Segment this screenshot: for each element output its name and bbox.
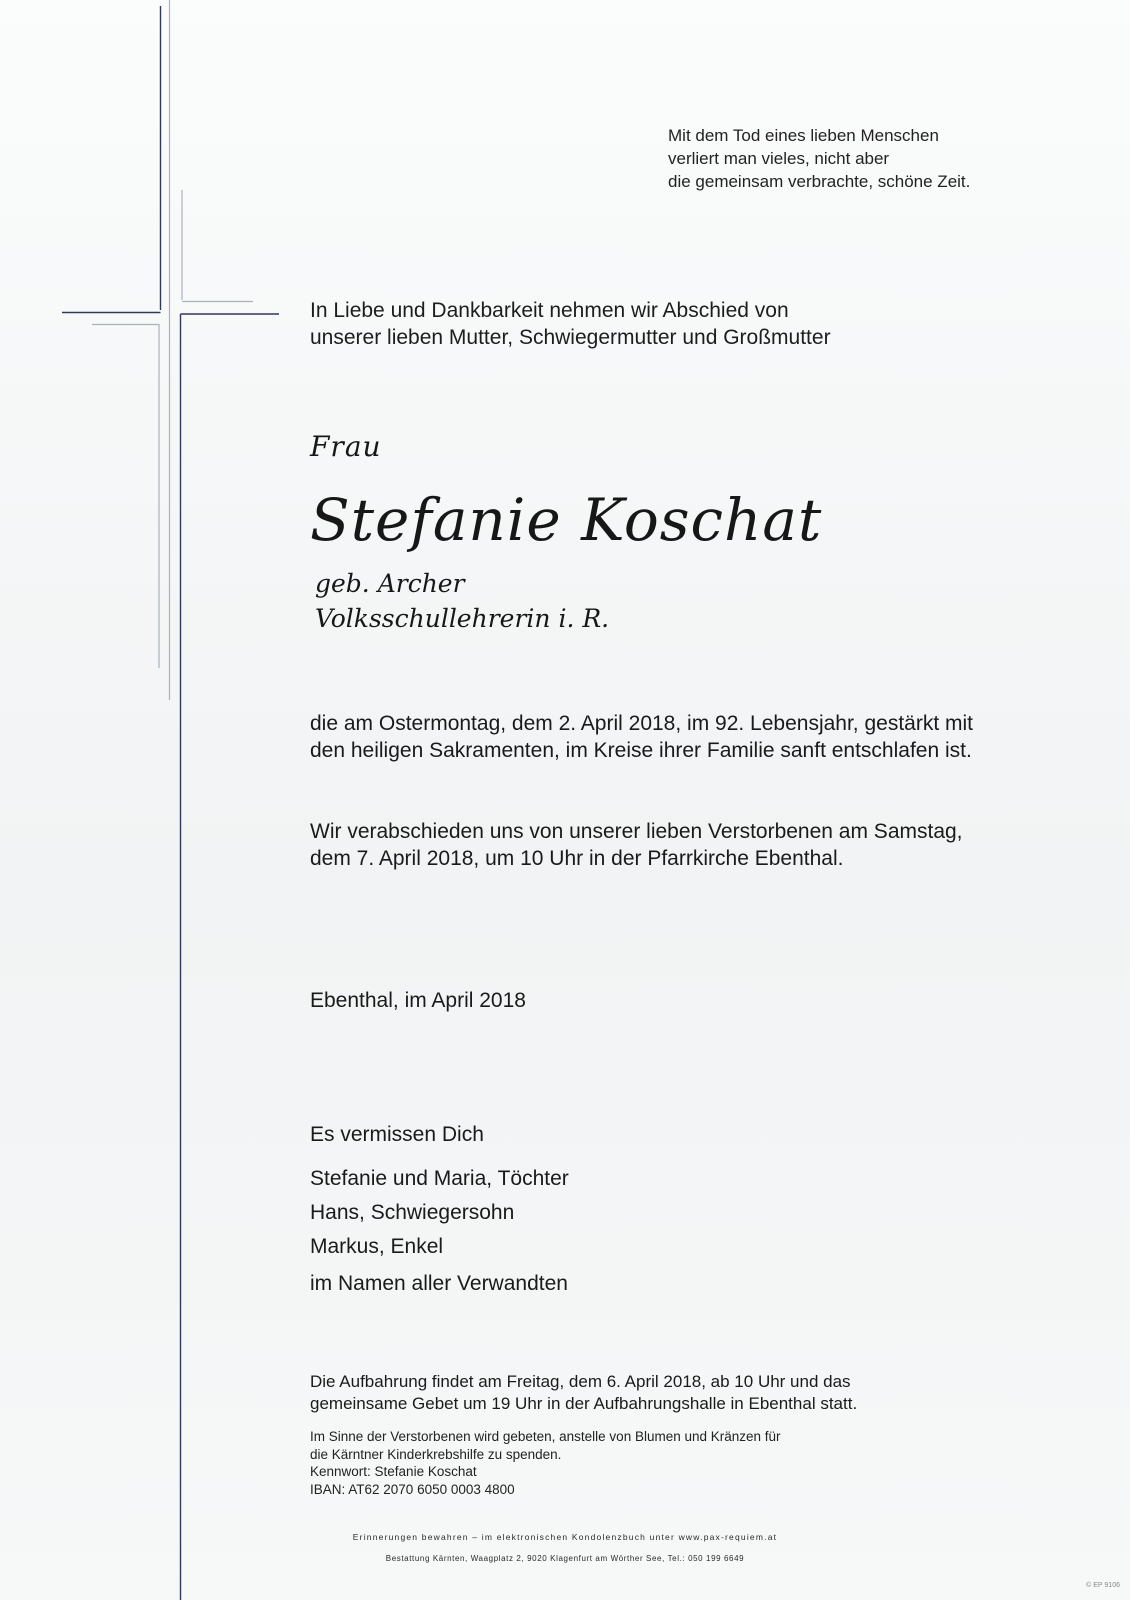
laying-out-line: gemeinsame Gebet um 19 Uhr in der Aufbahrungshalle in Ebenthal statt. [310,1394,858,1413]
cross-stem-lower [179,700,183,1600]
footer-undertaker-address: Bestattung Kärnten, Waagplatz 2, 9020 Klagenfurt am Wörther See, Tel.: 050 199 6649 [385,1554,745,1563]
donation-iban: IBAN: AT62 2070 6050 0003 4800 [310,1481,515,1497]
quote-line: Mit dem Tod eines lieben Menschen [668,126,939,145]
intro-line: unserer lieben Mutter, Schwiegermutter und Großmutter [310,326,831,349]
cross-icon [0,0,300,700]
donation-notice [310,1428,1070,1498]
opening-quote [668,124,1048,193]
laying-out-notice [310,1371,1070,1415]
intro-text [310,297,1050,351]
print-code: © EP 9106 [1086,1582,1120,1589]
donation-line: Im Sinne der Verstorbenen wird gebeten, anstelle von Blumen und Kränzen für [310,1429,781,1444]
quote-line: die gemeinsam verbrachte, schöne Zeit. [668,172,971,191]
intro-line: In Liebe und Dankbarkeit nehmen wir Abschied von [310,299,789,322]
death-notice [310,710,1070,764]
footer-condolence-link: Erinnerungen bewahren – im elektronischen Kondolenzbuch unter www.pax-requiem.at [352,1532,778,1542]
farewell-line: Wir verabschieden uns von unserer lieben Verstorbenen am Samstag, [310,820,963,843]
mourners-closing: im Namen aller Verwandten [310,1272,568,1295]
deceased-name: Stefanie Koschat [310,486,823,554]
laying-out-line: Die Aufbahrung findet am Freitag, dem 6. April 2018, ab 10 Uhr und das [310,1372,851,1391]
deceased-title: Frau [310,430,382,463]
farewell-notice [310,818,1070,872]
place-date: Ebenthal, im April 2018 [310,989,526,1012]
farewell-line: dem 7. April 2018, um 10 Uhr in der Pfarrkirche Ebenthal. [310,847,844,870]
death-notice-line: die am Ostermontag, dem 2. April 2018, im 92. Lebensjahr, gestärkt mit [310,712,973,735]
donation-keyword: Kennwort: Stefanie Koschat [310,1464,477,1479]
quote-line: verliert man vieles, nicht aber [668,149,890,168]
mourners-heading: Es vermissen Dich [310,1123,484,1146]
donation-line: die Kärntner Kinderkrebshilfe zu spenden. [310,1446,562,1462]
mourner-name: Markus, Enkel [310,1235,444,1258]
mourner-name: Stefanie und Maria, Töchter [310,1167,569,1190]
deceased-birth-name: geb. Archer [315,569,465,598]
deceased-profession: Volksschullehrerin i. R. [315,604,610,633]
death-notice-line: den heiligen Sakramenten, im Kreise ihrer Familie sanft entschlafen ist. [310,739,972,762]
mourner-name: Hans, Schwiegersohn [310,1201,515,1224]
mourners-list [310,1162,569,1264]
